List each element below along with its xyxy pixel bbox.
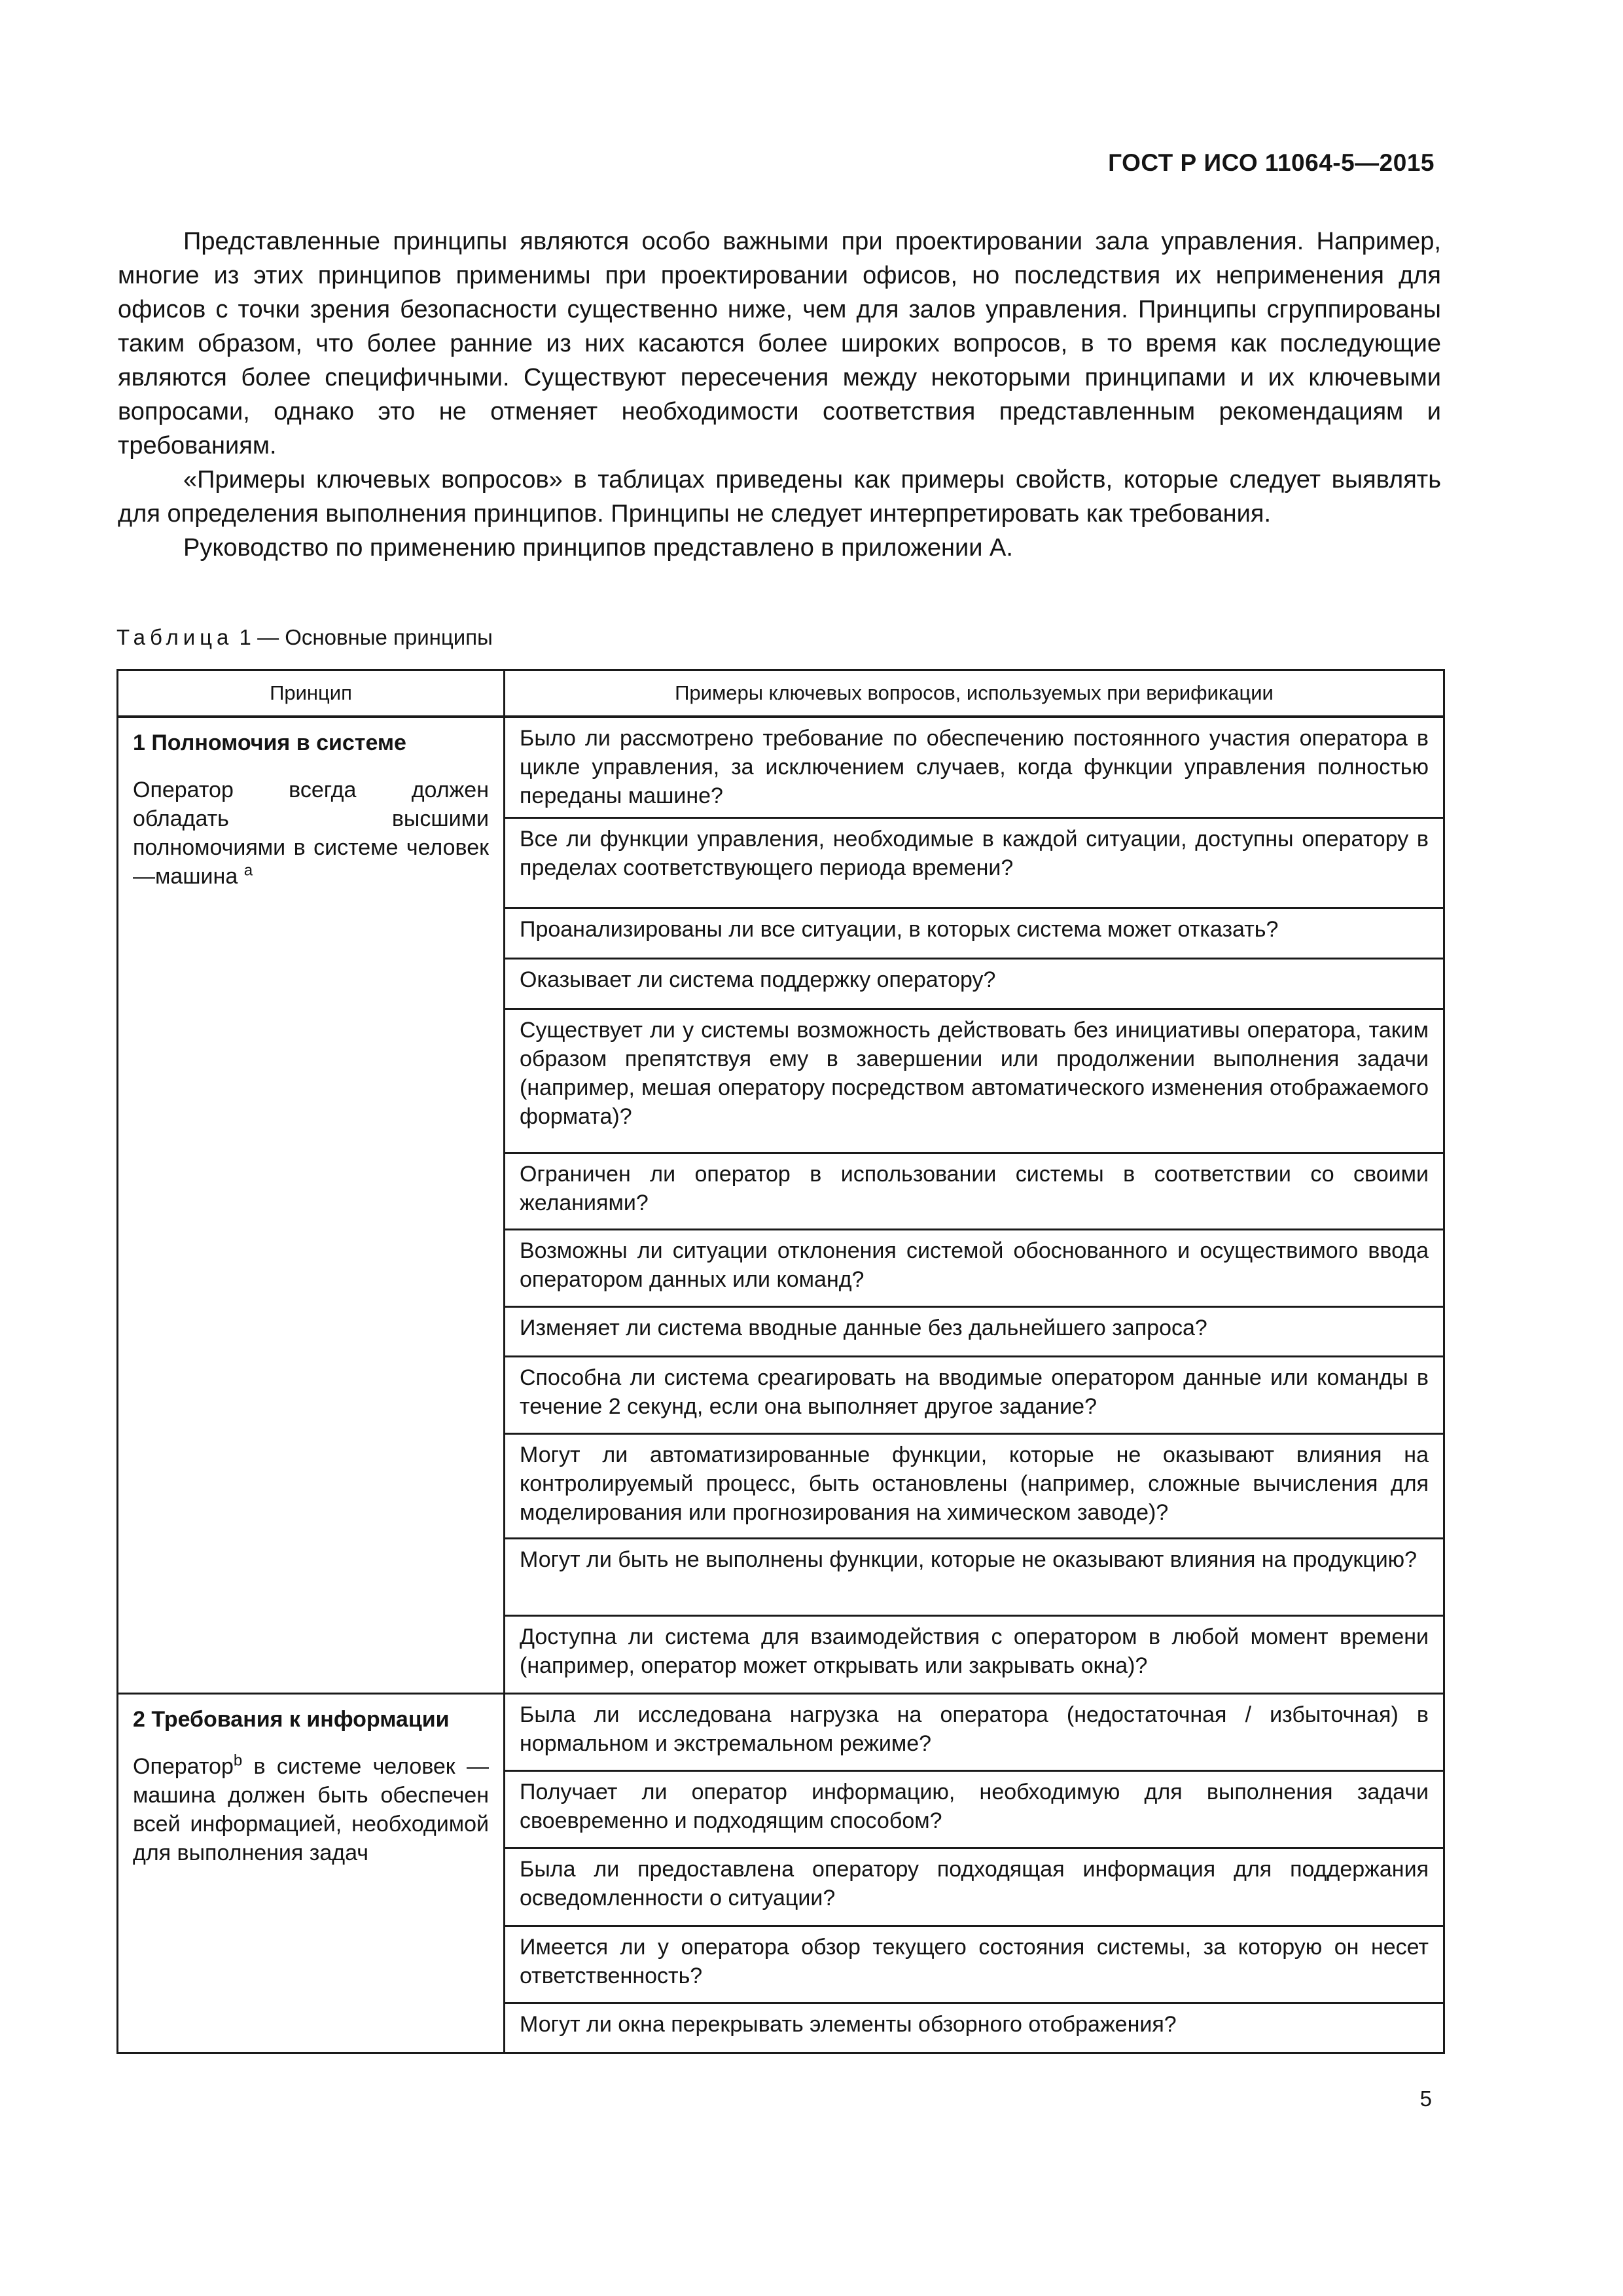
principle-cell-authority (118, 717, 505, 1694)
question-cell: Получает ли оператор информацию, необходимую для выполнения задачи своевременно и подходящим способом? (505, 1771, 1444, 1848)
principle-description (133, 776, 489, 891)
principles-table (116, 669, 1445, 2054)
intro-paragraph: Представленные принципы являются особо важными при проектировании зала управления. Например, многие из этих принципов применимы при проектировании офисов, но последствия их неприменения для офисов с точки зрения безопасности существенно ниже, чем для залов управления. Принципы сгруппированы таким образом, что более ранние из них касаются более широких вопросов, в то время как последующие являются более специфичными. Существуют пересечения между некоторыми принципами и их ключевыми вопросами, однако это не отменяет необходимости соответствия представленным рекомендациям и требованиям. (118, 228, 1441, 459)
principle-description-end: в системе человек — машина должен быть обеспечен всей информацией, необходимой для выполнения задач (133, 1754, 489, 1865)
principle-title: 2 Требования к информации (133, 1707, 450, 1732)
question-cell: Проанализированы ли все ситуации, в которых система может отказать? (505, 908, 1444, 959)
intro-text (118, 224, 1441, 565)
principle-title: 1 Полномочия в системе (133, 730, 406, 755)
table-row (118, 717, 1444, 818)
table-row (118, 1694, 1444, 1771)
question-cell: Ограничен ли оператор в использовании системы в соответствии со своими желаниями? (505, 1153, 1444, 1230)
question-cell: Могут ли автоматизированные функции, которые не оказывают влияния на контролируемый процесс, быть остановлены (например, сложные вычисления для моделирования или прогнозирования на химическом заводе)? (505, 1434, 1444, 1539)
footnote-mark: b (233, 1751, 243, 1770)
question-cell: Могут ли быть не выполнены функции, которые не оказывают влияния на продукцию? (505, 1539, 1444, 1616)
question-cell: Была ли предоставлена оператору подходящая информация для поддержания осведомленности о ситуации? (505, 1848, 1444, 1926)
column-header-questions: Примеры ключевых вопросов, используемых при верификации (505, 670, 1444, 717)
table-caption-text: 1 — Основные принципы (233, 625, 493, 649)
principle-description-start: Оператор (133, 1754, 234, 1779)
question-cell: Возможны ли ситуации отклонения системой обоснованного и осуществимого ввода оператором данных или команд? (505, 1230, 1444, 1307)
question-cell: Имеется ли у оператора обзор текущего состояния системы, за которую он несет ответственность? (505, 1926, 1444, 2003)
question-cell: Существует ли у системы возможность действовать без инициативы оператора, таким образом препятствуя ему в завершении или продолжении выполнения задачи (например, мешая оператору посредством автоматического изменения отображаемого формата)? (505, 1009, 1444, 1153)
document-code: ГОСТ Р ИСО 11064-5—2015 (1108, 149, 1435, 176)
question-cell: Все ли функции управления, необходимые в каждой ситуации, доступны оператору в пределах соответствующего периода времени? (505, 818, 1444, 908)
footnote-mark: а (243, 861, 253, 880)
intro-paragraph: «Примеры ключевых вопросов» в таблицах приведены как примеры свойств, которые следует выявлять для определения выполнения принципов. Принципы не следует интерпретировать как требования. (118, 466, 1441, 528)
column-header-principle: Принцип (118, 670, 505, 717)
table-caption (116, 625, 493, 650)
principle-description-text: Оператор всегда должен обладать высшими полномочиями в системе человек —машина (133, 778, 489, 889)
principle-description (133, 1752, 489, 1867)
question-cell: Была ли исследована нагрузка на оператора (недостаточная / избыточная) в нормальном и экстремальном режиме? (505, 1694, 1444, 1771)
principle-cell-information (118, 1694, 505, 2053)
question-cell: Доступна ли система для взаимодействия с оператором в любой момент времени (например, оператор может открывать или закрывать окна)? (505, 1616, 1444, 1694)
question-cell: Было ли рассмотрено требование по обеспечению постоянного участия оператора в цикле управления, за исключением случаев, когда функции управления полностью переданы машине? (505, 717, 1444, 818)
page-number: 5 (1419, 2087, 1432, 2111)
intro-paragraph: Руководство по применению принципов представлено в приложении А. (183, 534, 1013, 562)
question-cell: Способна ли система среагировать на вводимые оператором данные или команды в течение 2 секунд, если она выполняет другое задание? (505, 1357, 1444, 1434)
table-header-row (118, 670, 1444, 717)
question-cell: Могут ли окна перекрывать элементы обзорного отображения? (505, 2003, 1444, 2053)
question-cell: Изменяет ли система вводные данные без дальнейшего запроса? (505, 1307, 1444, 1357)
table-caption-label: Таблица (116, 625, 234, 649)
question-cell: Оказывает ли система поддержку оператору? (505, 959, 1444, 1009)
